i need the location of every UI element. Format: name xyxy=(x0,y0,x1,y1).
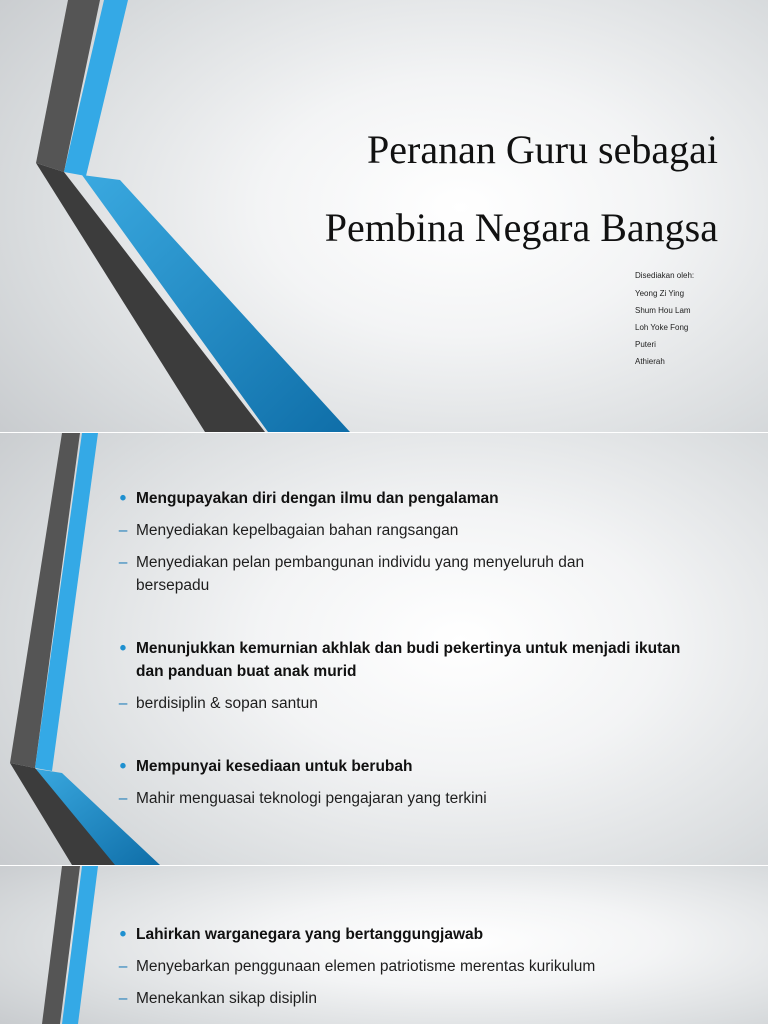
list-item xyxy=(118,955,696,978)
author-name: Yeong Zi Ying xyxy=(635,289,685,298)
dash-marker: – xyxy=(118,958,128,975)
list-item-text: berdisiplin & sopan santun xyxy=(136,695,318,712)
list-item-text: Menyebarkan penggunaan elemen patriotisme merentas kurikulum xyxy=(136,958,596,975)
author-name: Shum Hou Lam xyxy=(635,306,691,315)
list-item xyxy=(119,487,696,510)
list-item xyxy=(119,755,696,778)
list-item xyxy=(118,519,696,542)
list-item-text: Lahirkan warganegara yang bertanggungjawab xyxy=(136,926,484,943)
list-item-text: Mahir menguasai teknologi pengajaran yang terkini xyxy=(136,790,487,807)
bullet-marker: • xyxy=(119,756,127,777)
prepared-by-label: Disediakan oleh: xyxy=(635,271,695,280)
title-slide xyxy=(0,0,768,432)
author-name: Athierah xyxy=(635,357,665,366)
author-name: Puteri xyxy=(635,340,656,349)
list-item-text: Menyediakan pelan pembangunan individu yang menyeluruh dan bersepadu xyxy=(136,554,585,594)
list-item-text: Mempunyai kesediaan untuk berubah xyxy=(136,758,413,775)
content-slide-1 xyxy=(0,433,768,865)
dash-marker: – xyxy=(118,522,128,539)
content-slide-2 xyxy=(0,866,768,1024)
bullet-marker: • xyxy=(119,638,127,659)
list-item-text: Mengupayakan diri dengan ilmu dan pengalaman xyxy=(136,490,499,507)
dash-marker: – xyxy=(118,990,128,1007)
list-item xyxy=(119,923,696,946)
author-name: Loh Yoke Fong xyxy=(635,323,689,332)
list-item-text: Menekankan sikap disiplin xyxy=(136,990,317,1007)
title-line-1: Peranan Guru sebagai xyxy=(367,127,718,172)
list-item-text: Menunjukkan kemurnian akhlak dan budi pekertinya untuk menjadi ikutan dan panduan buat anak murid xyxy=(136,640,681,680)
dash-marker: – xyxy=(118,790,128,807)
bullet-marker: • xyxy=(119,924,127,945)
dash-marker: – xyxy=(118,695,128,712)
dash-marker: – xyxy=(118,554,128,571)
list-item xyxy=(118,987,696,1010)
list-item xyxy=(118,787,696,810)
title-line-2: Pembina Negara Bangsa xyxy=(324,205,718,250)
list-item xyxy=(118,692,696,715)
list-item-text: Menyediakan kepelbagaian bahan rangsangan xyxy=(136,522,459,539)
list-item xyxy=(119,637,700,683)
list-item xyxy=(118,551,656,597)
bullet-marker: • xyxy=(119,488,127,509)
